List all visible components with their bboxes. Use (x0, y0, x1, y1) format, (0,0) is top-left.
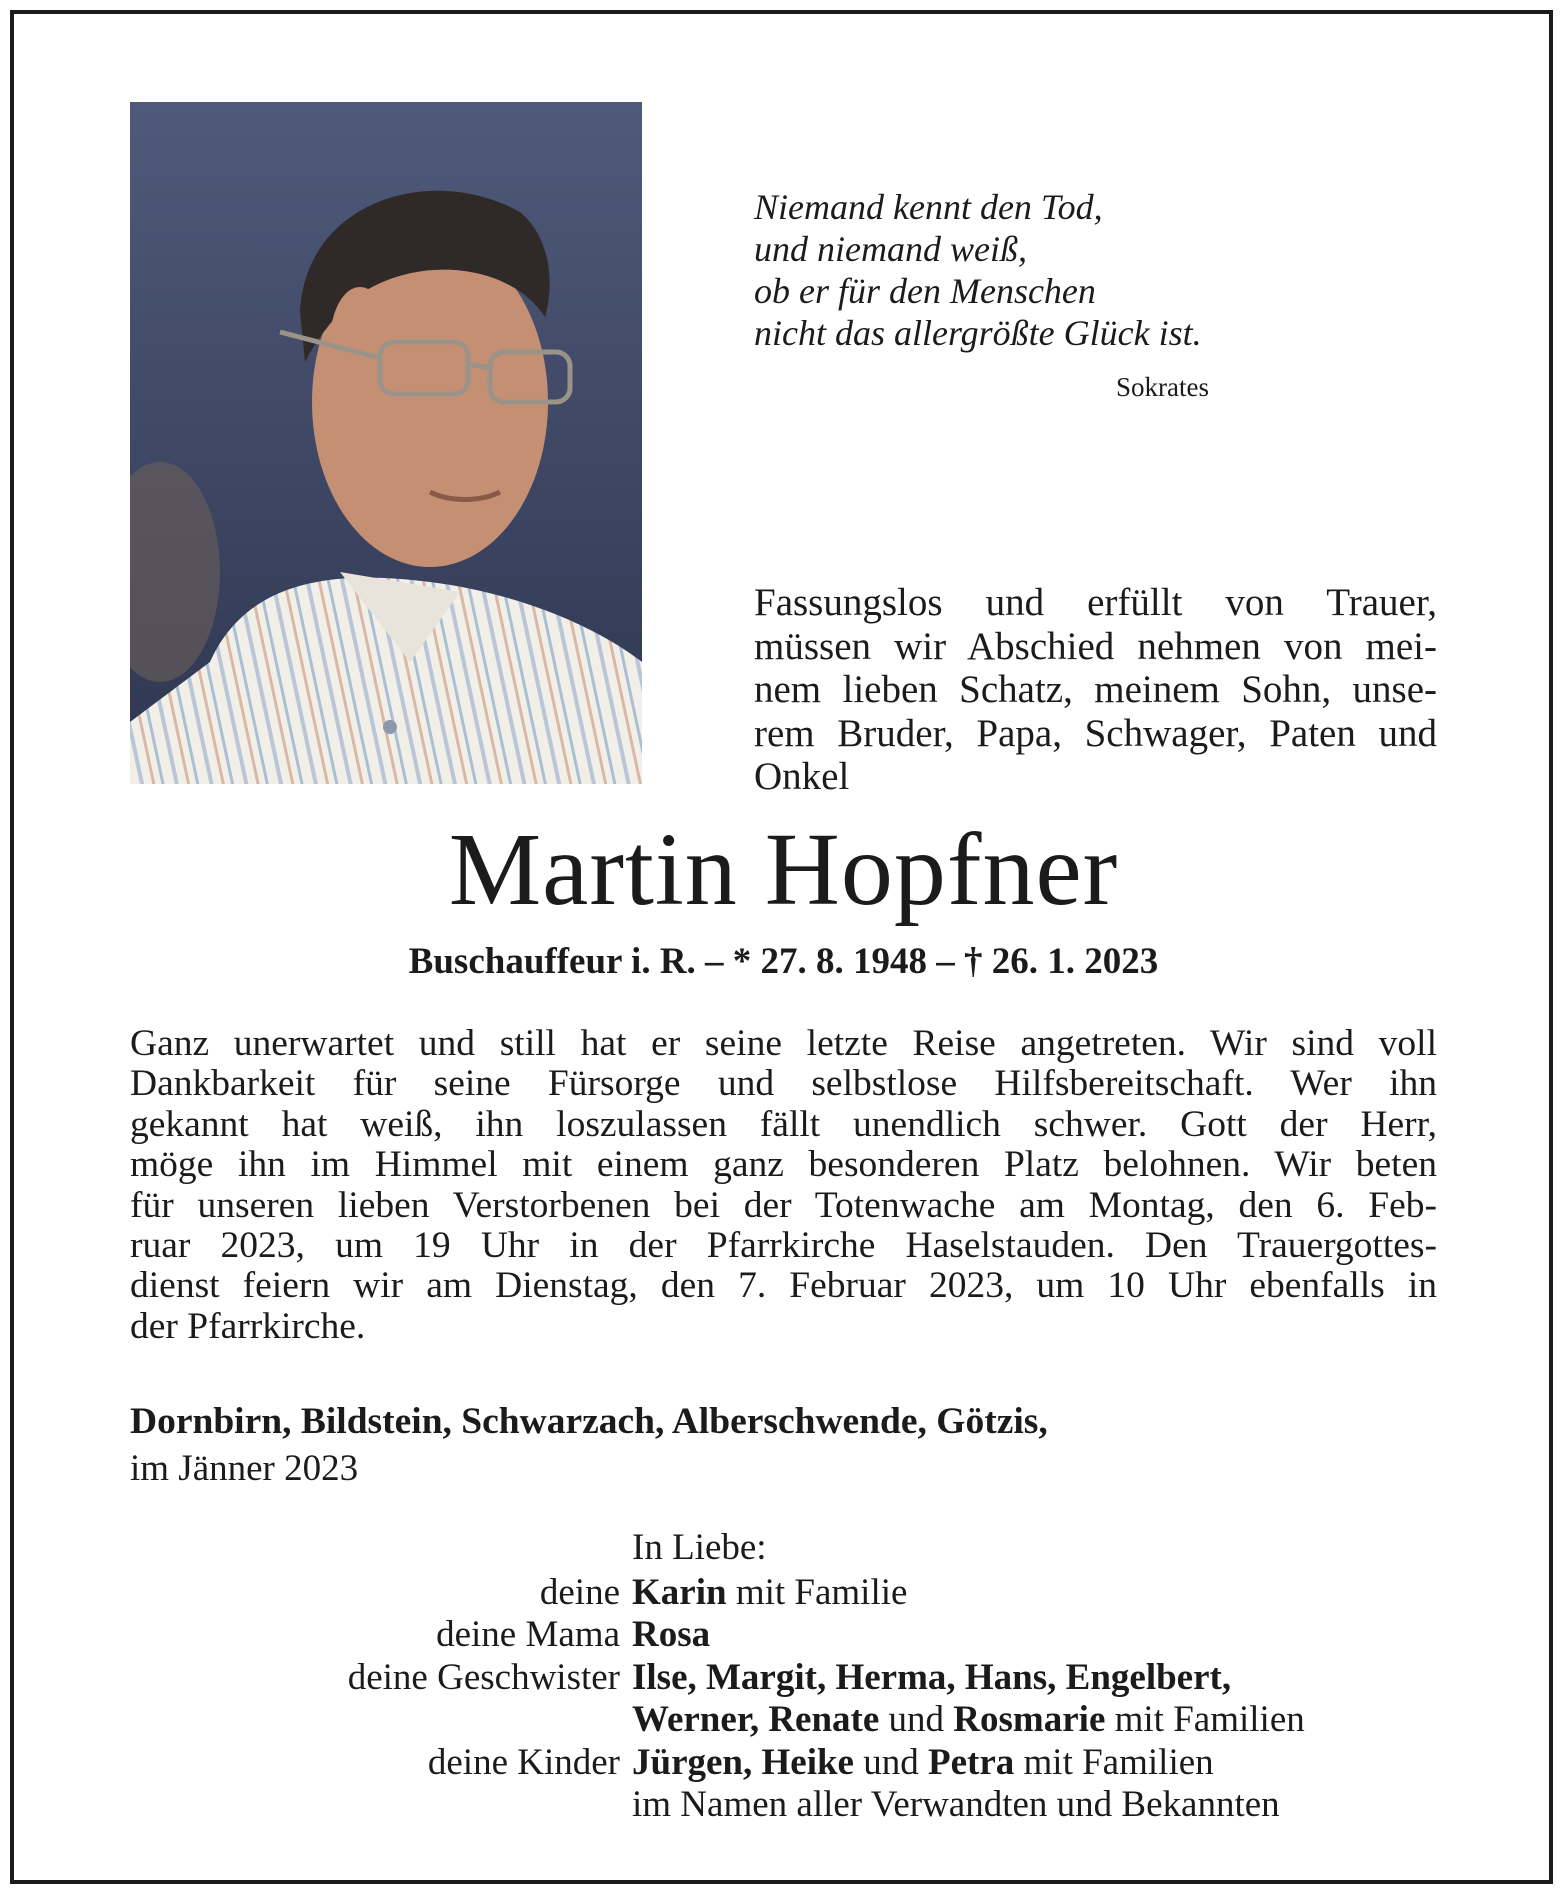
body-line: Dankbarkeit für seine Fürsorge und selbstlose Hilfsbereitschaft. Wer ihn (130, 1063, 1437, 1105)
portrait-illustration (130, 102, 642, 784)
signoff-text: und (853, 1741, 928, 1783)
intro-line: nem lieben Schatz, meinem Sohn, unse- (754, 668, 1437, 711)
quote (754, 186, 1274, 354)
quote-line: Niemand kennt den Tod, (754, 187, 1103, 227)
signoff-text: und (879, 1699, 954, 1740)
quote-line: und niemand weiß, (754, 229, 1027, 269)
signoff-names (632, 1784, 1280, 1827)
intro-line: rem Bruder, Papa, Schwager, Paten und (754, 711, 1437, 755)
signoff-row (0, 1784, 1567, 1827)
quote-author: Sokrates (1116, 372, 1209, 402)
body-line: der Pfarrkirche. (130, 1305, 366, 1347)
body-line: Ganz unerwartet und still hat er seine letzte Reise angetreten. Wir sind voll (130, 1023, 1437, 1064)
signoff-names (632, 1657, 1231, 1700)
deceased-name: Martin Hopfner (448, 812, 1119, 927)
family-name: Petra (927, 1741, 1015, 1783)
intro-paragraph (754, 581, 1437, 799)
signoff-names (632, 1614, 710, 1657)
portrait-photo (130, 102, 642, 784)
signoff-text: mit Familien (1014, 1741, 1214, 1783)
body-line: ruar 2023, um 19 Uhr in der Pfarrkirche Haselstauden. Den Trauergottes- (130, 1225, 1437, 1267)
quote-line: ob er für den Menschen (754, 271, 1096, 311)
signoff-text: mit Familie (726, 1571, 908, 1613)
signoff-names (632, 1742, 1214, 1785)
signoff-row (0, 1742, 1567, 1785)
body-line: gekannt hat weiß, ihn loszulassen fällt unendlich schwer. Gott der Herr, (130, 1103, 1437, 1145)
quote-line: nicht das allergrößte Glück ist. (754, 313, 1202, 353)
family-name: Rosmarie (953, 1699, 1106, 1740)
signoff-row (0, 1572, 1567, 1615)
signoff-role: deine Mama (436, 1614, 620, 1655)
places: Dornbirn, Bildstein, Schwarzach, Alberschwende, Götzis, (130, 1401, 1048, 1442)
body-line: dienst feiern wir am Dienstag, den 7. Februar 2023, um 10 Uhr ebenfalls in (130, 1265, 1437, 1307)
signoff-names (632, 1699, 1305, 1742)
intro-line: müssen wir Abschied nehmen von mei- (754, 624, 1437, 668)
signoff-text: im Namen aller Verwandten und Bekannten (632, 1784, 1280, 1825)
body-paragraph (130, 1024, 1437, 1347)
signoff-row (0, 1699, 1567, 1742)
family-name: Karin (632, 1571, 727, 1613)
signoff-role: deine Geschwister (347, 1656, 620, 1698)
family-name: Jürgen, Heike (632, 1741, 854, 1783)
date: im Jänner 2023 (130, 1448, 359, 1489)
intro-line: Onkel (754, 755, 850, 798)
signoff-names (632, 1572, 907, 1615)
signoff-row (0, 1657, 1567, 1700)
intro-line: Fassungslos und erfüllt von Trauer, (754, 581, 1437, 624)
body-line: möge ihn im Himmel mit einem ganz besonderen Platz belohnen. Wir beten (130, 1144, 1437, 1186)
signoff-heading: In Liebe: (632, 1527, 767, 1568)
signoff-text: mit Familien (1105, 1699, 1305, 1740)
family-name: Ilse, Margit, Herma, Hans, Engelbert, (632, 1656, 1232, 1698)
deceased-subtitle: Buschauffeur i. R. – * 27. 8. 1948 – † 26. 1. 2023 (408, 941, 1159, 982)
body-line: für unseren lieben Verstorbenen bei der Totenwache am Montag, den 6. Feb- (130, 1184, 1437, 1226)
signoff-role: deine Kinder (427, 1741, 620, 1783)
signoff-role: deine (539, 1571, 620, 1613)
signoff-row (0, 1614, 1567, 1657)
family-name: Rosa (632, 1614, 711, 1655)
family-name: Werner, Renate (632, 1699, 880, 1740)
